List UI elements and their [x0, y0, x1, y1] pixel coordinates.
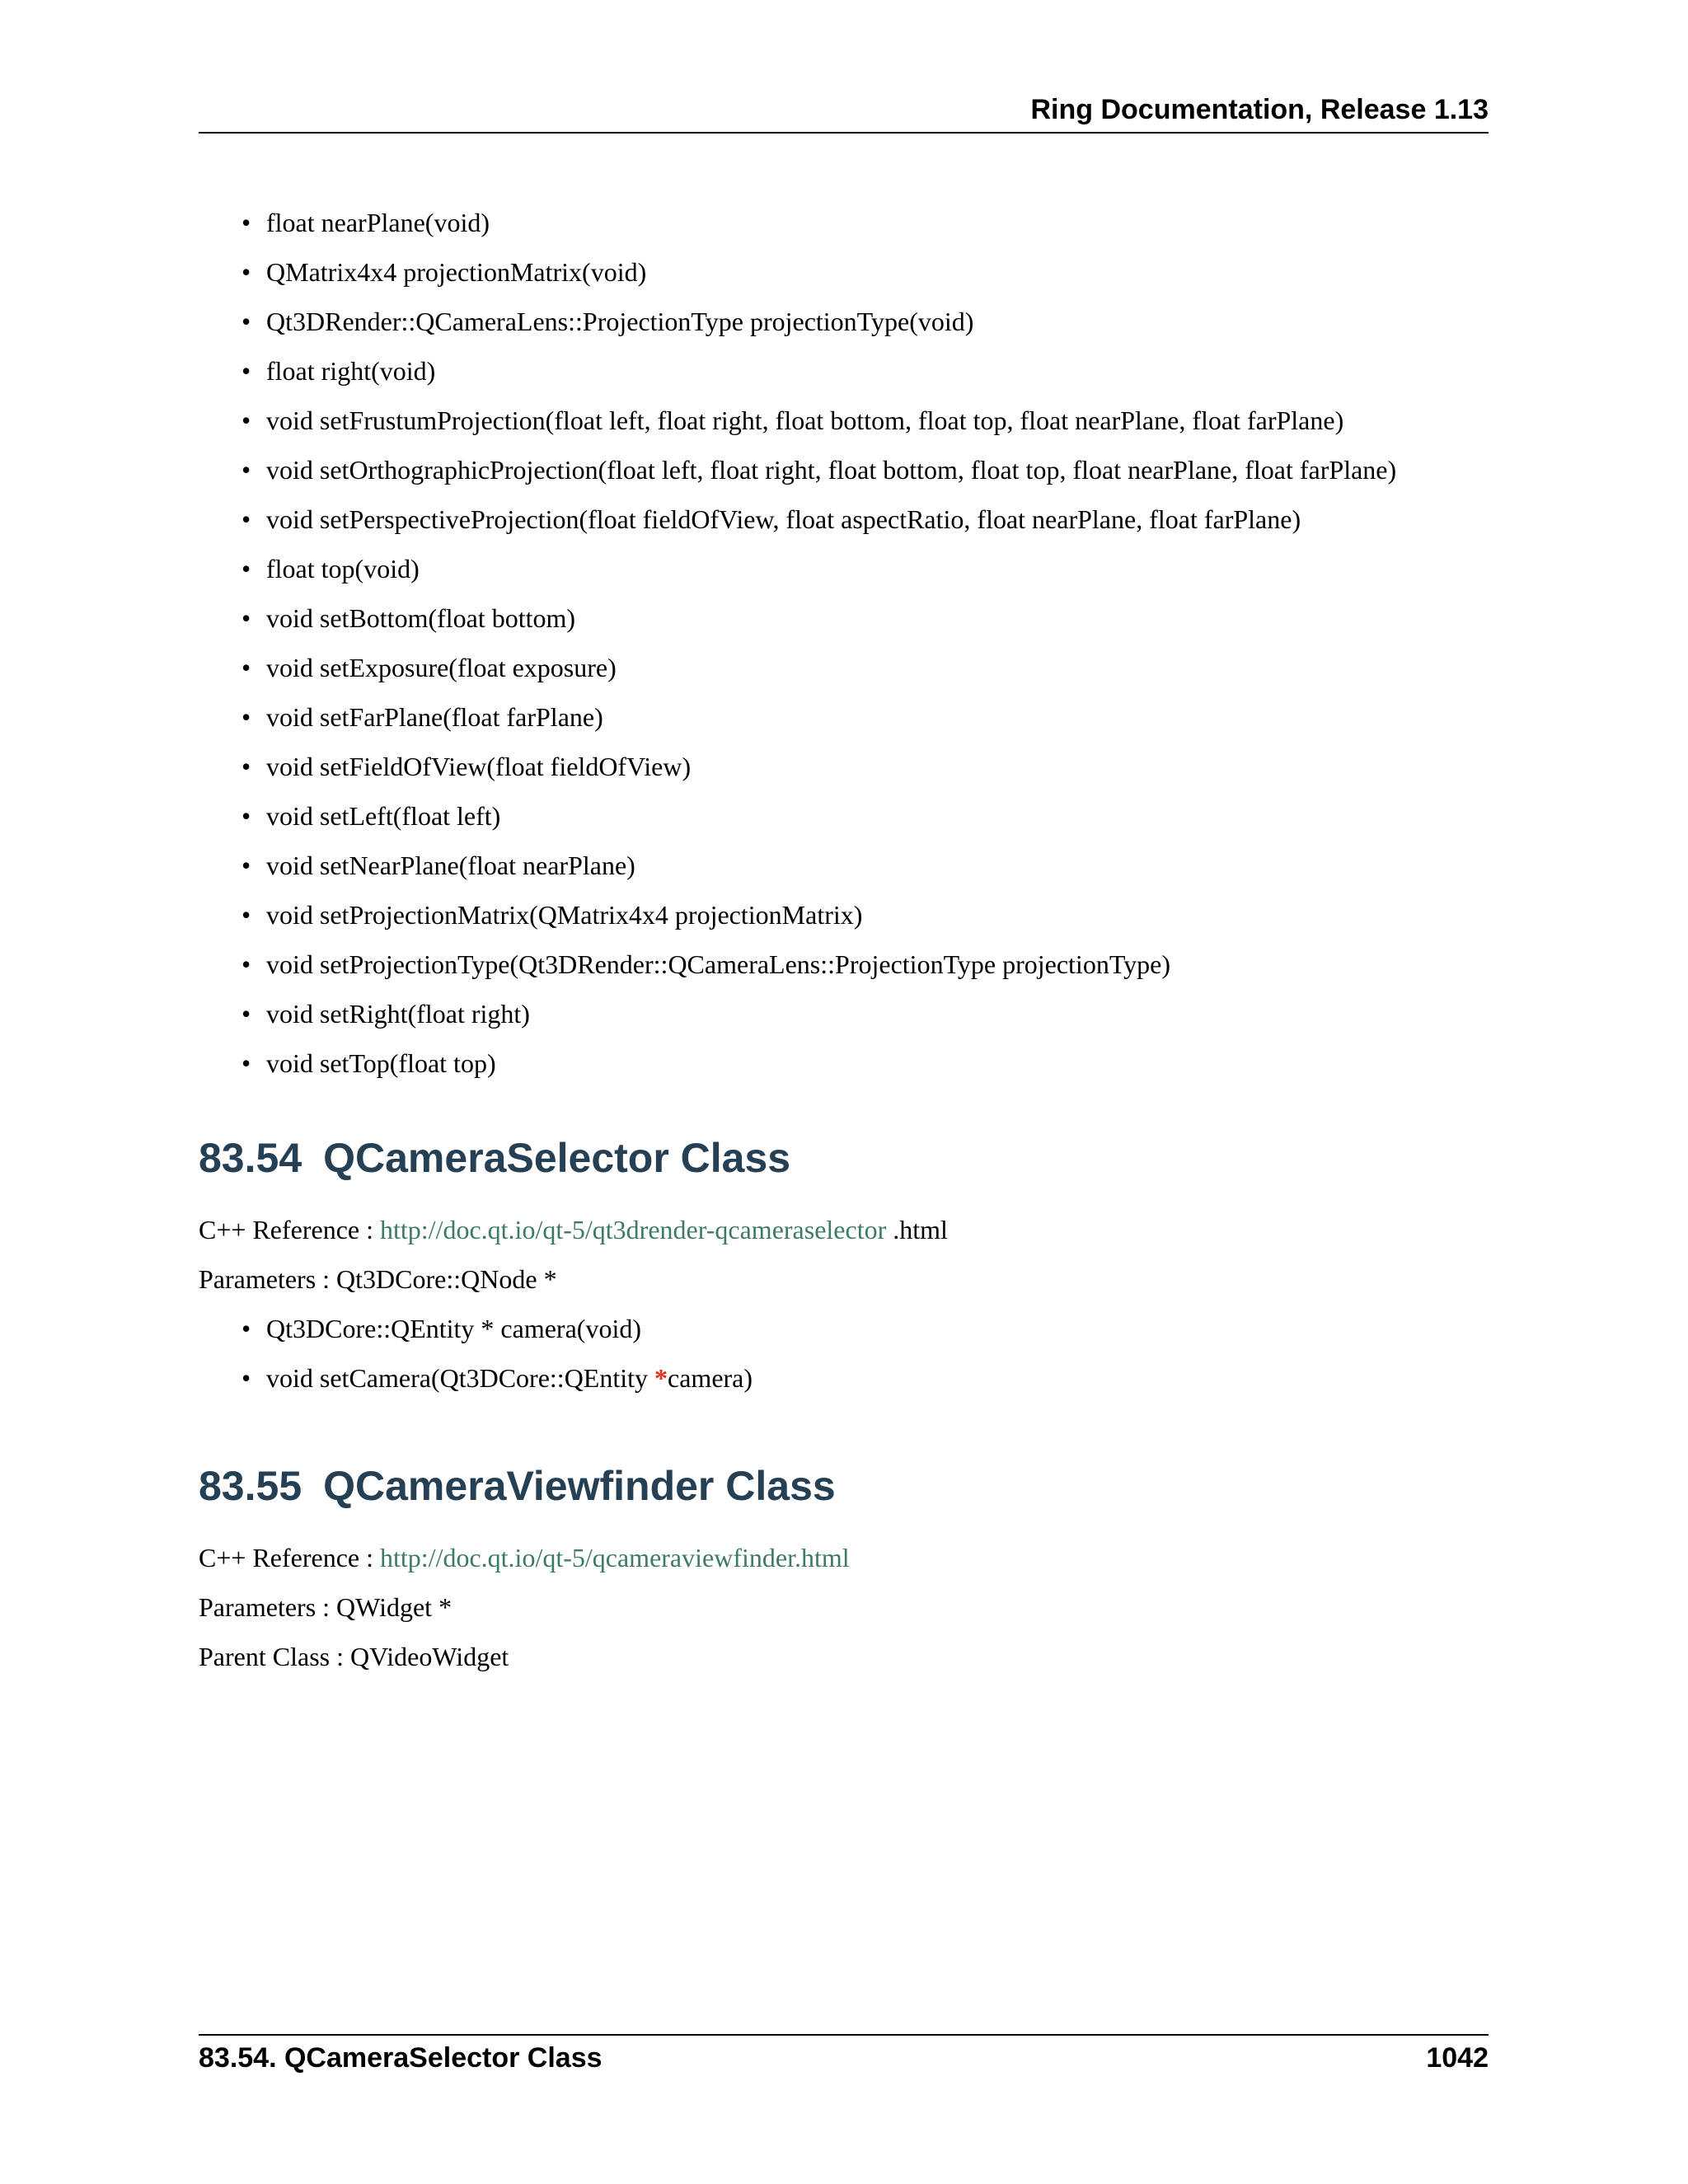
method-signature-suffix: camera): [668, 1363, 753, 1393]
section-title: QCameraViewfinder Class: [323, 1463, 836, 1509]
camera-lens-method-list: [199, 198, 1489, 1088]
page-footer: [199, 2034, 1489, 2085]
bullet-icon: •: [241, 900, 251, 930]
method-signature: void setProjectionMatrix(QMatrix4x4 projectionMatrix): [266, 900, 863, 930]
method-signature: float nearPlane(void): [266, 208, 490, 237]
bullet-icon: •: [241, 504, 251, 534]
method-signature: float top(void): [266, 554, 420, 583]
section-number: 83.54: [199, 1135, 302, 1181]
list-item: [241, 692, 1489, 742]
method-signature: void setFrustumProjection(float left, float right, float bottom, float top, float nearPlane, float farPlane): [266, 405, 1344, 435]
list-item: [241, 445, 1489, 494]
method-signature: void setPerspectiveProjection(float fieldOfView, float aspectRatio, float nearPlane, float farPlane): [266, 504, 1301, 534]
section-number: 83.55: [199, 1463, 302, 1509]
list-item: [241, 544, 1489, 593]
parameters-line: Parameters : QWidget *: [199, 1592, 452, 1622]
list-item: [241, 643, 1489, 692]
list-item: [241, 247, 1489, 297]
reference-label: C++ Reference :: [199, 1215, 380, 1244]
page-number: 1042: [1426, 2042, 1489, 2074]
bullet-icon: •: [241, 1363, 251, 1393]
list-item: [241, 297, 1489, 346]
bullet-icon: •: [241, 702, 251, 732]
method-signature: void setRight(float right): [266, 999, 530, 1029]
bullet-icon: •: [241, 603, 251, 633]
bullet-icon: •: [241, 307, 251, 336]
bullet-icon: •: [241, 801, 251, 831]
list-item: [241, 841, 1489, 890]
section-title: QCameraSelector Class: [323, 1135, 791, 1181]
list-item: [241, 1353, 1489, 1403]
document-title: Ring Documentation, Release 1.13: [1030, 94, 1489, 125]
method-signature-prefix: void setCamera(Qt3DCore::QEntity: [266, 1363, 655, 1393]
method-signature: void setLeft(float left): [266, 801, 501, 831]
list-item: [241, 940, 1489, 989]
list-item: [241, 1038, 1489, 1088]
pointer-asterisk: *: [654, 1363, 668, 1393]
method-signature: float right(void): [266, 356, 436, 386]
section-heading-qcameraselector: [199, 1129, 1489, 1187]
bullet-icon: •: [241, 405, 251, 435]
list-item: [241, 346, 1489, 396]
method-signature: Qt3DRender::QCameraLens::ProjectionType projectionType(void): [266, 307, 974, 336]
list-item: [241, 198, 1489, 247]
page-content: [199, 198, 1489, 1681]
reference-label: C++ Reference :: [199, 1543, 380, 1572]
parameters-line: Parameters : Qt3DCore::QNode *: [199, 1264, 557, 1294]
list-item: [241, 494, 1489, 544]
method-signature: void setFieldOfView(float fieldOfView): [266, 752, 692, 781]
bullet-icon: •: [241, 752, 251, 781]
list-item: [241, 742, 1489, 791]
list-item: [241, 989, 1489, 1038]
bullet-icon: •: [241, 999, 251, 1029]
method-signature: void setBottom(float bottom): [266, 603, 576, 633]
bullet-icon: •: [241, 949, 251, 979]
method-signature: void setExposure(float exposure): [266, 653, 617, 682]
bullet-icon: •: [241, 1314, 251, 1343]
reference-suffix: .html: [886, 1215, 948, 1244]
method-signature: Qt3DCore::QEntity * camera(void): [266, 1314, 641, 1343]
list-item: [241, 890, 1489, 940]
section-heading-qcameraviewfinder: [199, 1457, 1489, 1515]
list-item: [241, 396, 1489, 445]
bullet-icon: •: [241, 1048, 251, 1078]
list-item: [241, 593, 1489, 643]
bullet-icon: •: [241, 455, 251, 485]
cpp-reference-line: [199, 1205, 1489, 1254]
method-signature: QMatrix4x4 projectionMatrix(void): [266, 257, 647, 287]
page-header: [199, 92, 1489, 134]
cpp-reference-line: [199, 1533, 1489, 1582]
list-item: [241, 791, 1489, 841]
method-signature: void setProjectionType(Qt3DRender::QCameraLens::ProjectionType projectionType): [266, 949, 1170, 979]
parent-class-line: Parent Class : QVideoWidget: [199, 1642, 509, 1671]
reference-link[interactable]: http://doc.qt.io/qt-5/qcameraviewfinder.html: [380, 1543, 850, 1572]
bullet-icon: •: [241, 257, 251, 287]
bullet-icon: •: [241, 208, 251, 237]
method-signature: void setTop(float top): [266, 1048, 496, 1078]
bullet-icon: •: [241, 554, 251, 583]
reference-link[interactable]: http://doc.qt.io/qt-5/qt3drender-qcameraselector: [380, 1215, 887, 1244]
bullet-icon: •: [241, 356, 251, 386]
footer-section-title: 83.54. QCameraSelector Class: [199, 2042, 603, 2074]
camera-selector-method-list: [199, 1304, 1489, 1403]
method-signature: void setNearPlane(float nearPlane): [266, 851, 635, 880]
method-signature: void setOrthographicProjection(float left, float right, float bottom, float top, float nearPlane, float farPlane): [266, 455, 1397, 485]
method-signature: void setFarPlane(float farPlane): [266, 702, 603, 732]
list-item: [241, 1304, 1489, 1353]
bullet-icon: •: [241, 653, 251, 682]
bullet-icon: •: [241, 851, 251, 880]
